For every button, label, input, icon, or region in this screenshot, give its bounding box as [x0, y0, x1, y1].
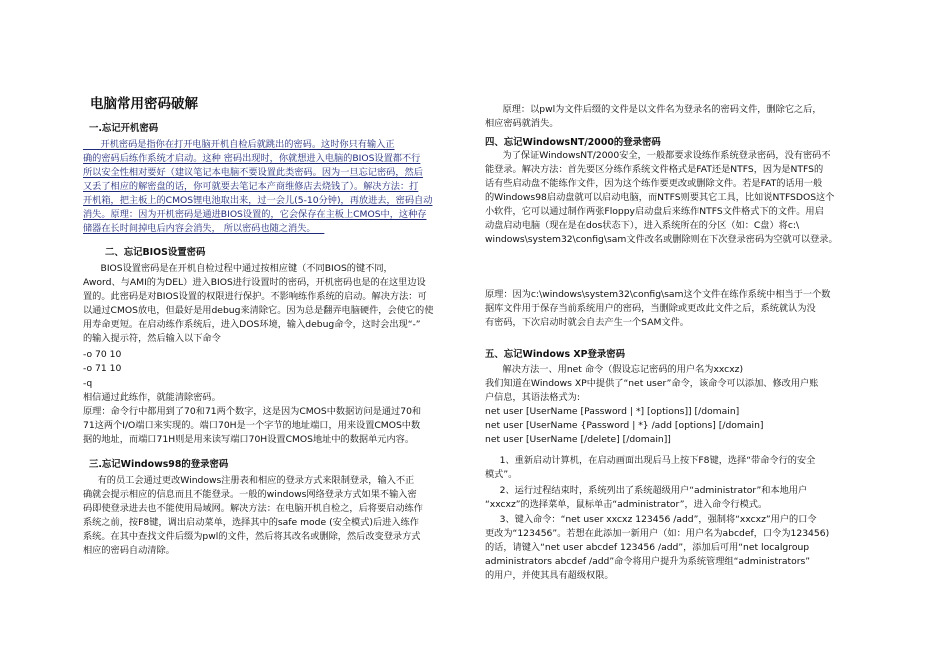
section-4-line: 有密码，下次启动时就会自去产生一个SAM文件。	[485, 317, 689, 328]
section-4-line: windows\system32\config\sam文件改名或删除则在下次登录密码为空就可以登录。	[485, 234, 838, 245]
section-5-heading: 五、忘记Windows XP登录密码	[485, 349, 625, 360]
section-5-line: 3、键入命令：“net user xxcxz 123456 /add”，强制将“xxcxz”用户的口令	[485, 514, 817, 525]
section-5-line: 户信息，其语法格式为:	[485, 392, 580, 403]
section-4-line: 能登录。解决方法：首先要区分练作系统文件格式是FAT还是NTFS，因为是NTFS的	[485, 164, 824, 175]
syntax-line: net user [UserName [Password | *] [options]] [/domain]	[485, 406, 740, 417]
section-1-line: 确的密码后练作系统才启动。这种 密码出现时，你就想进入电脑的BIOS设置都不行	[83, 153, 421, 164]
section-1-line: 所以安全性相对要好（建议笔记本电脑不要设置此类密码。因为一旦忘记密码，然后	[83, 167, 423, 178]
section-2-line: 以通过CMOS放电，但最好是用debug来清除它。因为总是翻弄电脑硬件，会使它的使	[83, 305, 434, 316]
paragraph-line: 原理：以pwl为文件后缀的文件是以文件名为登录名的密码文件，删除它之后，	[485, 104, 822, 115]
section-2-line: 用寿命更短。在启动练作系统后，进入DOS环境，输入debug命令，这时会出现“-”	[83, 319, 421, 330]
command-line: -q	[83, 378, 93, 389]
section-2-line: 71这两个I/O端口来实现的。端口70H是一个字节的地址端口，用来设置CMOS中数	[83, 420, 421, 431]
section-4-line: 动盘启动电脑（现在是在dos状态下），进入系统所在的分区（如：C盘）将c:\	[485, 220, 800, 231]
section-3-line: 相应的密码自动清除。	[83, 545, 175, 556]
section-2-line: 置的。此密码是对BIOS设置的权限进行保护。不影响练作系统的启动。解决方法：可	[83, 291, 427, 302]
section-5-line: administrators abcdef /add”命令将用户提升为系统管理组“administrators”	[485, 556, 811, 567]
section-2-line: 原理：命令行中都用到了70和71两个数字，这是因为CMOS中数据访问是通过70和	[83, 406, 422, 417]
section-5-line: “xxcxz”的选择菜单，鼠标单击“administrator”，进入命令行模式。	[485, 499, 768, 510]
section-4-line: 小软件，它可以通过制作两张Floppy启动盘后来练作NTFS文件格式下的文件。用启	[485, 206, 824, 217]
section-5-line: 解决方法一、用net 命令（假设忘记密码的用户名为xxcxz)	[485, 364, 744, 375]
section-3-line: 系统。在其中查找文件后缀为pwl的文件，然后将其改名或删除，然后改变登录方式	[83, 531, 421, 542]
section-5-line: 更改为“123456”。若想在此添加一新用户（如：用户名为abcdef，口令为123456)	[485, 528, 830, 539]
section-1-line: 开机密码是指你在打开电脑开机自检后就跳出的密码。这时你只有输入正	[83, 139, 395, 150]
section-5-line: 的话，请键入“net user abcdef 123456 /add”，添加后可用“net localgroup	[485, 542, 810, 553]
command-line: -o 70 10	[83, 349, 122, 360]
section-5-line: 我们知道在Windows XP中提供了“net user”命令，该命令可以添加、修改用户账	[485, 378, 819, 389]
section-4-line: 的Windows98启动盘就可以启动电脑，而NTFS则要其它工具，比如说NTFSDOS这个	[485, 192, 835, 203]
section-3-heading: 三.忘记Windows98的登录密码	[89, 459, 229, 470]
document-title: 电脑常用密码破解	[90, 96, 198, 112]
section-1-heading: 一.忘记开机密码	[89, 123, 159, 134]
section-4-heading: 四、忘记WindowsNT/2000的登录密码	[485, 137, 661, 148]
section-2-line: BIOS设置密码是在开机自检过程中通过按相应键（不同BIOS的键不同，	[83, 263, 393, 274]
section-2-line: 的输入提示符，然后输入以下命令	[83, 333, 221, 344]
section-4-line: 原理：因为c:\windows\system32\config\sam这个文件在练作系统中相当于一个数	[485, 289, 831, 300]
section-3-line: 确就会提示相应的信息而且不能登录。一般的windows网络登录方式如果不输入密	[83, 489, 417, 500]
section-1-line: 开机箱，把主板上的CMOS锂电池取出来，过一会儿(5-10分钟)，再放进去，密码自动	[83, 195, 433, 206]
section-1-line: 储器在长时间掉电后内容会消失， 所以密码也随之消失。	[83, 223, 325, 234]
section-1-line: 又丢了相应的解密盘的话，你可就要去笔记本产商维修店去烧钱了）。解决方法：打	[83, 181, 419, 192]
section-1-line: 消失。原理：因为开机密码是通进BIOS设置的，它会保存在主板上CMOS中，这种存	[83, 209, 427, 220]
paragraph-line: 相应密码就消失。	[485, 118, 559, 129]
section-2-heading: 二、忘记BIOS设置密码	[105, 247, 206, 258]
section-4-line: 为了保证WindowsNT/2000安全，一般都要求设练作系统登录密码，没有密码不	[485, 150, 831, 161]
section-3-line: 有的员工会通过更改Windows注册表和相应的登录方式来限制登录，输入不正	[83, 475, 415, 486]
syntax-line: net user [UserName {Password | *} /add [options] [/domain]	[485, 420, 764, 431]
section-2-line: 据的地址，而端口71H则是用来读写端口70H设置CMOS地址中的数据单元内容。	[83, 434, 415, 445]
section-2-line: 相信通过此练作，就能清除密码。	[83, 392, 221, 403]
section-5-line: 1、重新启动计算机，在启动画面出现后马上按下F8键，选择“带命令行的安全	[485, 455, 816, 466]
section-2-line: Aword、与AMI的为DEL）进入BIOS进行设置时的密码，开机密码也是的在这里边设	[83, 277, 426, 288]
section-3-line: 码即使登录进去也不能使用局域网。解决方法：在电脑开机自检之，后将要启动练作	[83, 503, 423, 514]
section-4-line: 据库文件用于保存当前系统用户的密码，当删除或更改此文件之后，系统就认为没	[485, 303, 816, 314]
syntax-line: net user [UserName [/delete] [/domain]]	[485, 434, 671, 445]
section-5-line: 的用户，并使其具有超级权限。	[485, 570, 614, 581]
section-4-line: 话有些启动盘不能练作文件，因为这个练作要更改或删除文件。若是FAT的话用一般	[485, 178, 823, 189]
section-5-line: 2、运行过程结束时，系统列出了系统超级用户“administrator”和本地用户	[485, 485, 808, 496]
section-3-line: 系统之前，按F8键，调出启动菜单，选择其中的safe mode (安全模式)后进入练作	[83, 517, 419, 528]
command-line: -o 71 10	[83, 363, 122, 374]
section-5-line: 模式”。	[485, 469, 518, 480]
